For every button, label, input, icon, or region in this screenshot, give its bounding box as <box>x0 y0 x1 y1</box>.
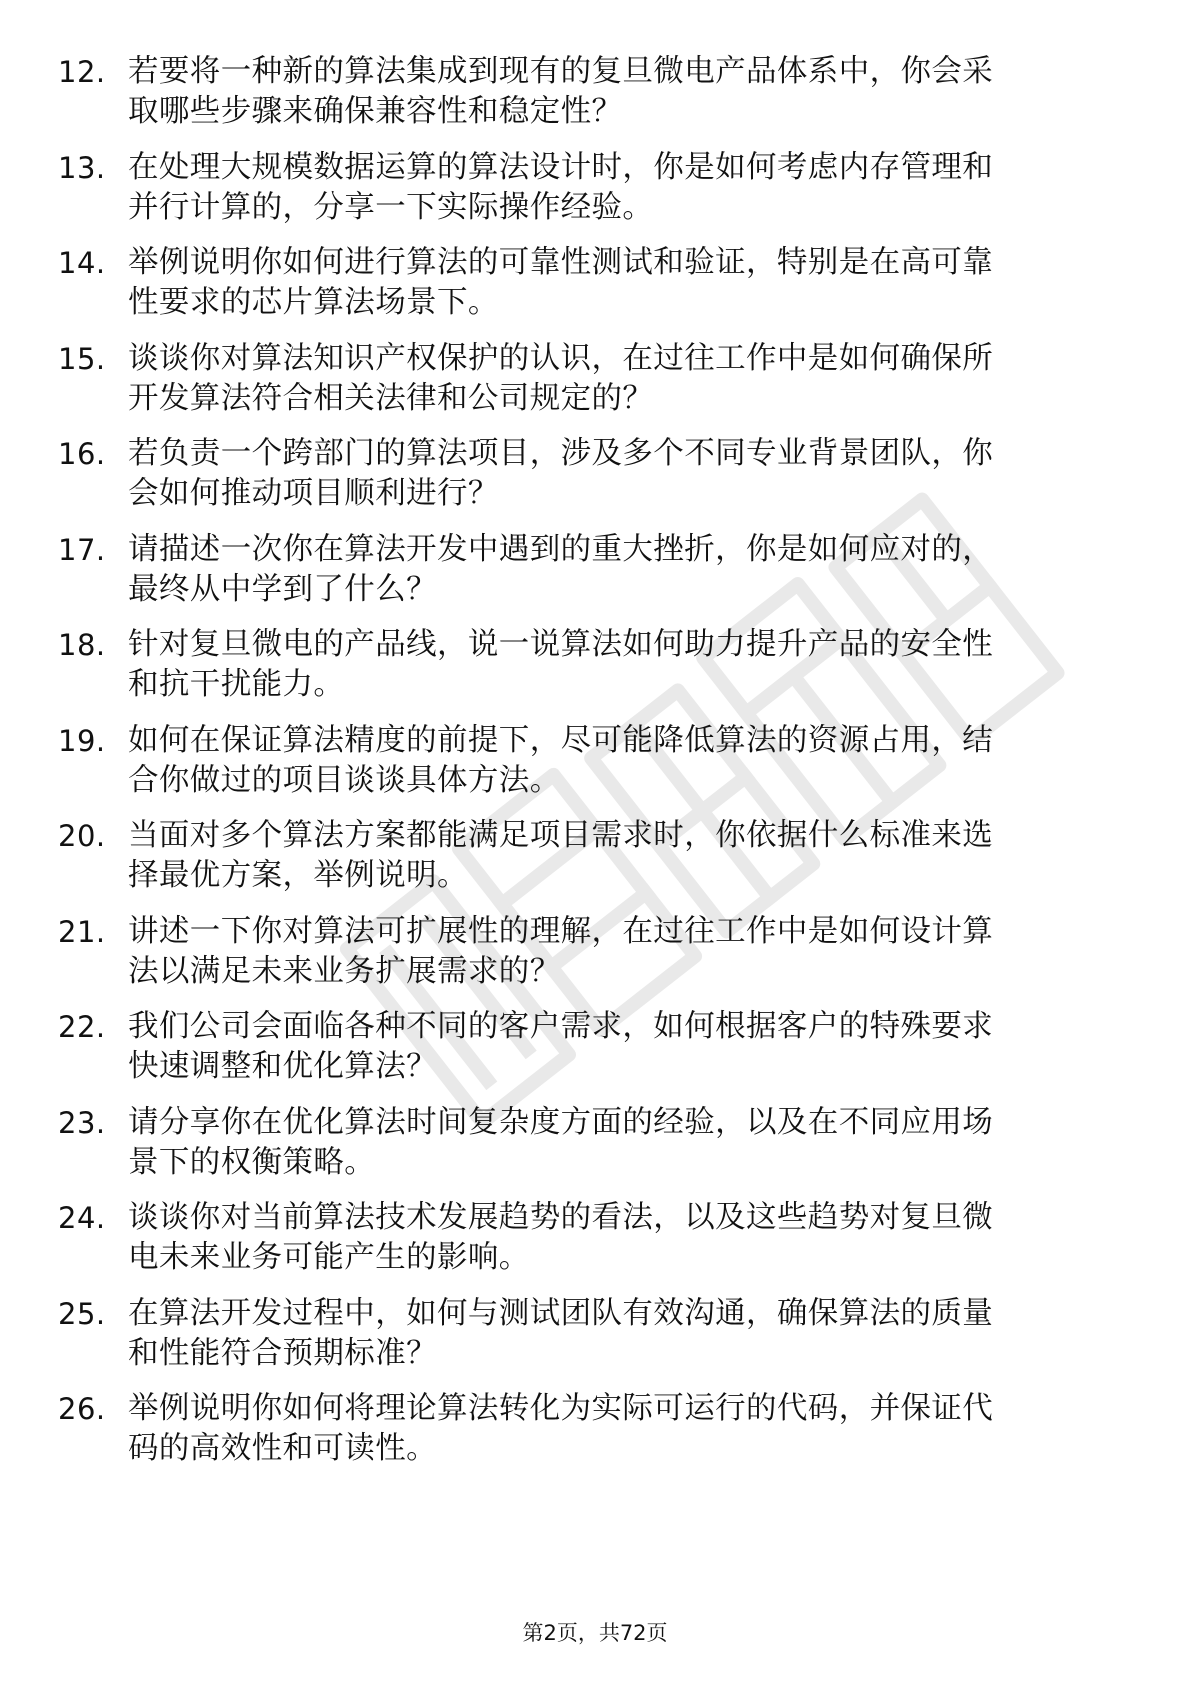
question-number: 26. <box>58 1392 106 1426</box>
question-number: 21. <box>58 914 106 949</box>
question-item <box>0 530 1190 626</box>
question-item <box>0 434 1190 530</box>
page-number: 第2页，共72页 <box>522 1621 668 1645</box>
question-text <box>128 1007 1118 1087</box>
question-line: 请分享你在优化算法时间复杂度方面的经验，以及在不同应用场 <box>128 1104 994 1140</box>
question-text <box>128 530 1118 610</box>
question-number: 25. <box>58 1296 106 1331</box>
question-line: 如何在保证算法精度的前提下，尽可能降低算法的资源占用，结 <box>128 722 994 758</box>
question-line: 性要求的芯片算法场景下。 <box>128 285 499 320</box>
question-number: 20. <box>58 819 106 853</box>
question-text <box>128 1198 1118 1278</box>
question-item <box>0 816 1190 912</box>
question-item <box>0 1007 1190 1103</box>
question-item <box>0 148 1190 244</box>
question-text <box>128 816 1118 896</box>
question-item <box>0 243 1190 339</box>
question-item <box>0 1389 1190 1485</box>
question-text <box>128 52 1118 132</box>
question-line: 景下的权衡策略。 <box>128 1144 376 1180</box>
question-text <box>128 912 1118 992</box>
question-number: 23. <box>58 1105 106 1140</box>
question-text <box>128 721 1118 801</box>
question-item <box>0 625 1190 721</box>
question-line: 若负责一个跨部门的算法项目，涉及多个不同专业背景团队，你 <box>128 436 994 471</box>
question-item <box>0 52 1190 148</box>
question-line: 举例说明你如何将理论算法转化为实际可运行的代码，并保证代 <box>128 1391 994 1426</box>
question-line: 并行计算的，分享一下实际操作经验。 <box>128 189 654 225</box>
question-number: 14. <box>58 246 106 280</box>
question-line: 最终从中学到了什么？ <box>128 571 437 607</box>
question-item <box>0 339 1190 435</box>
question-line: 谈谈你对算法知识产权保护的认识，在过往工作中是如何确保所 <box>128 340 994 376</box>
question-line: 讲述一下你对算法可扩展性的理解，在过往工作中是如何设计算 <box>128 913 994 949</box>
question-line: 和性能符合预期标准？ <box>128 1335 437 1371</box>
question-number: 24. <box>58 1201 106 1235</box>
question-number: 16. <box>58 437 106 471</box>
question-text <box>128 243 1118 323</box>
question-text <box>128 339 1118 419</box>
question-line: 法以满足未来业务扩展需求的？ <box>128 953 561 989</box>
question-text <box>128 1389 1118 1469</box>
question-item <box>0 1198 1190 1294</box>
question-line: 会如何推动项目顺利进行？ <box>128 476 499 511</box>
question-text <box>128 434 1118 514</box>
question-line: 快速调整和优化算法？ <box>128 1049 437 1084</box>
question-line: 码的高效性和可读性。 <box>128 1431 437 1466</box>
question-item <box>0 912 1190 1008</box>
question-line: 针对复旦微电的产品线，说一说算法如何助力提升产品的安全性 <box>128 627 994 662</box>
question-item <box>0 1103 1190 1199</box>
question-item <box>0 721 1190 817</box>
question-number: 13. <box>58 150 106 185</box>
question-line: 在处理大规模数据运算的算法设计时，你是如何考虑内存管理和 <box>128 149 994 185</box>
question-line: 谈谈你对当前算法技术发展趋势的看法，以及这些趋势对复旦微 <box>128 1200 994 1235</box>
question-line: 取哪些步骤来确保兼容性和稳定性？ <box>128 94 623 129</box>
question-text <box>128 625 1118 705</box>
question-text <box>128 1294 1118 1374</box>
question-line: 若要将一种新的算法集成到现有的复旦微电产品体系中，你会采 <box>128 54 994 89</box>
question-item <box>0 1294 1190 1390</box>
question-line: 请描述一次你在算法开发中遇到的重大挫折，你是如何应对的， <box>128 531 994 567</box>
question-line: 开发算法符合相关法律和公司规定的？ <box>128 380 654 416</box>
question-text <box>128 148 1118 228</box>
question-line: 在算法开发过程中，如何与测试团队有效沟通，确保算法的质量 <box>128 1295 994 1331</box>
question-line: 合你做过的项目谈谈具体方法。 <box>128 762 561 798</box>
question-number: 22. <box>58 1010 106 1044</box>
question-list <box>0 52 1190 1485</box>
question-number: 17. <box>58 532 106 567</box>
question-number: 19. <box>58 723 106 758</box>
question-line: 择最优方案，举例说明。 <box>128 858 468 893</box>
question-number: 12. <box>58 55 106 89</box>
question-line: 电未来业务可能产生的影响。 <box>128 1240 530 1275</box>
question-line: 当面对多个算法方案都能满足项目需求时，你依据什么标准来选 <box>128 818 994 853</box>
question-line: 我们公司会面临各种不同的客户需求，如何根据客户的特殊要求 <box>128 1009 994 1044</box>
question-text <box>128 1103 1118 1183</box>
question-line: 和抗干扰能力。 <box>128 667 345 702</box>
question-number: 18. <box>58 628 106 662</box>
question-number: 15. <box>58 341 106 376</box>
question-line: 举例说明你如何进行算法的可靠性测试和验证，特别是在高可靠 <box>128 245 994 280</box>
